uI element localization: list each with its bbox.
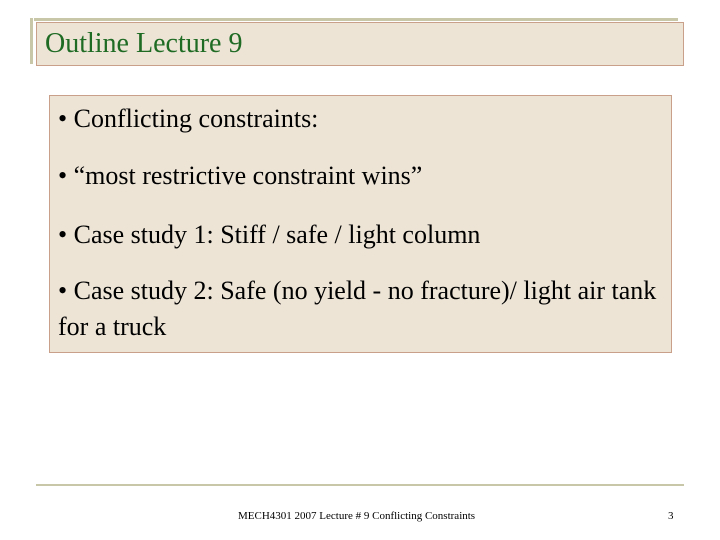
bullet-most-restrictive: • “most restrictive constraint wins” — [58, 161, 423, 190]
content-box — [49, 95, 672, 353]
footer-caption: MECH4301 2007 Lecture # 9 Conflicting Constraints — [238, 510, 476, 522]
slide-title: Outline Lecture 9 — [45, 28, 243, 59]
title-accent-line-top — [34, 18, 678, 21]
footer-divider — [36, 484, 684, 486]
bullet-case-study-1: • Case study 1: Stiff / safe / light column — [58, 220, 481, 249]
bullet-case-study-2: • Case study 2: Safe (no yield - no fracture)/ light air tank for a truck — [58, 276, 657, 341]
title-box — [36, 22, 684, 66]
page-number: 3 — [668, 510, 674, 522]
bullet-conflicting-constraints: • Conflicting constraints: — [58, 104, 319, 133]
title-accent-line-left — [30, 18, 33, 64]
